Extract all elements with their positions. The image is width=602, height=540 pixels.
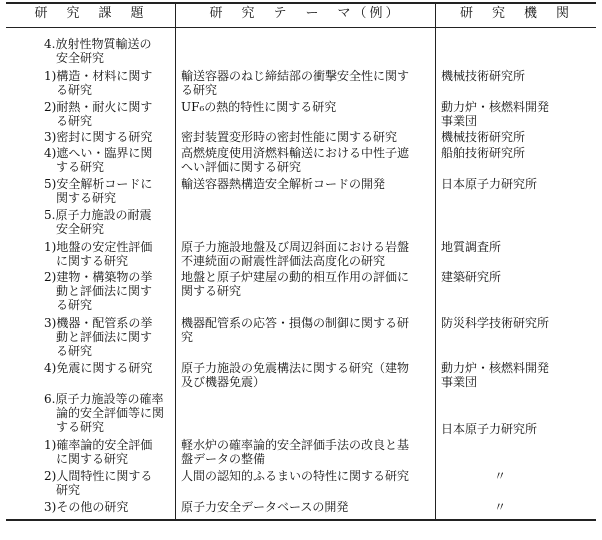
column-divider-2	[435, 2, 436, 521]
header-topic: 研 究 課 題	[34, 6, 147, 21]
theme-cell: 密封装置変形時の密封性能に関する研究	[181, 130, 398, 144]
ditto-mark: 〃	[493, 500, 506, 514]
topic-cell: 2)耐熱・耐火に関す る研究	[44, 100, 153, 128]
topic-cell: 4)遮へい・臨界に関 する研究	[44, 146, 153, 174]
topic-cell: 1)構造・材料に関す る研究	[44, 69, 153, 97]
topic-cell: 3)その他の研究	[44, 500, 129, 514]
theme-cell: 機器配管系の応答・損傷の制御に関する研 究	[181, 316, 410, 344]
theme-cell: UF₆の熱的特性に関する研究	[181, 100, 337, 114]
topic-cell: 1)地盤の安定性評価 に関する研究	[44, 240, 153, 268]
org-cell: 日本原子力研究所	[441, 422, 538, 436]
topic-cell: 3)密封に関する研究	[44, 130, 153, 144]
org-cell: 機械技術研究所	[441, 130, 526, 144]
table-bottom-rule	[6, 519, 596, 521]
topic-cell: 5)安全解析コードに 関する研究	[44, 177, 153, 205]
topic-cell: 2)人間特性に関する 研究	[44, 469, 153, 497]
ditto-mark: 〃	[493, 469, 506, 483]
theme-cell: 原子力施設の免震構法に関する研究（建物 及び機器免震）	[181, 361, 410, 389]
theme-cell: 高燃焼度使用済燃料輸送における中性子遮 へい評価に関する研究	[181, 146, 410, 174]
org-cell: 日本原子力研究所	[441, 177, 538, 191]
section-heading: 6.原子力施設等の確率 論的安全評価等に関 する研究	[44, 392, 165, 434]
theme-cell: 輸送容器のねじ締結部の衝撃安全性に関す る研究	[181, 69, 410, 97]
theme-cell: 輸送容器熱構造安全解析コードの開発	[181, 177, 386, 191]
header-org: 研 究 機 関	[459, 6, 572, 21]
topic-cell: 4)免震に関する研究	[44, 361, 153, 375]
org-cell: 機械技術研究所	[441, 69, 526, 83]
theme-cell: 原子力安全データベースの開発	[181, 500, 349, 514]
theme-cell: 軽水炉の確率論的安全評価手法の改良と基 盤データの整備	[181, 438, 410, 466]
header-theme: 研 究 テ ー マ（例）	[209, 6, 402, 21]
org-cell: 船舶技術研究所	[441, 146, 526, 160]
theme-cell: 地盤と原子炉建屋の動的相互作用の評価に 関する研究	[181, 270, 410, 298]
column-divider-1	[175, 2, 176, 521]
theme-cell: 原子力施設地盤及び周辺斜面における岩盤 不連続面の耐震性評価法高度化の研究	[181, 240, 410, 268]
section-heading: 4.放射性物質輸送の 安全研究	[44, 37, 152, 65]
header-bottom-rule	[6, 27, 596, 28]
org-cell: 建築研究所	[441, 270, 502, 284]
org-cell: 防災科学技術研究所	[441, 316, 550, 330]
topic-cell: 3)機器・配管系の挙 動と評価法に関す る研究	[44, 316, 153, 358]
org-cell: 地質調査所	[441, 240, 502, 254]
topic-cell: 2)建物・構築物の挙 動と評価法に関す る研究	[44, 270, 153, 312]
theme-cell: 人間の認知的ふるまいの特性に関する研究	[181, 469, 410, 483]
section-heading: 5.原子力施設の耐震 安全研究	[44, 208, 152, 236]
topic-cell: 1)確率論的安全評価 に関する研究	[44, 438, 153, 466]
org-cell: 動力炉・核燃料開発 事業団	[441, 100, 550, 128]
org-cell: 動力炉・核燃料開発 事業団	[441, 361, 550, 389]
